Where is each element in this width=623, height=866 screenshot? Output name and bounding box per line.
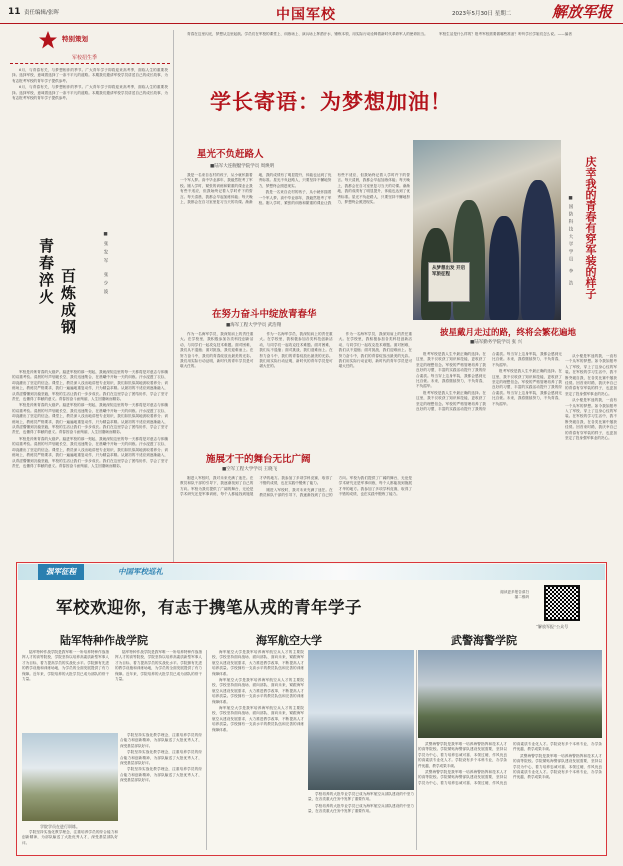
qr-code-icon[interactable] bbox=[544, 585, 580, 621]
article-title: 星光不负赶路人 bbox=[197, 149, 264, 160]
banner-label: 强军征程 bbox=[38, 564, 84, 580]
essay-author: ■张发军 张少波 bbox=[103, 232, 108, 298]
school-description: 陆军特种作战学院是我军唯一一所培养特种作战指挥人才的高等院校，学院坚持以培养高素质新型军事人才为目标，着力提高学员的实战化水平。学院拥有先进的教学设施和训练场地，为学员的全面发展提供了有力保障。近年来，学院培养的大批学员已成为部队的骨干力量。 陆军特种作战学院是我军唯一一所培养特种作战指挥人才的高等院校，学院坚持以培养高素质新型军事人才为目标，着力提高学员的实战化水平。学院拥有先进的教学设施和训练场地，为学员的全面发展提供了有力保障。近年来，学院培养的大批学员已成为部队的骨干力量。 bbox=[22, 650, 202, 682]
school-description: 学院坚持实战化教学理念，注重培养学员的综合能力和创新精神，为部队输送了大批优秀人才，深受基层部队好评。 学院坚持实战化教学理念，注重培养学员的综合能力和创新精神，为部队输送了大批优秀人才，深受基层部队好评。 学院坚持实战化教学理念，注重培养学员的综合能力和创新精神，为部队输送了大批优秀人才，深受基层部队好评。 bbox=[120, 733, 202, 783]
essay-body: 军校是淬炼青春的大熔炉。踏进军校的那一刻起，我就深知这里的每一天都将是对意志与体魄的双重考验。清晨的号声划破长空，我们迅速集合，在晨曦中开始一天的训练。汗水浸透了衣衫，却浇灌出了坚定的信念。课堂上，教员深入浅出地讲授专业知识，我们如饥似渴地汲取着养分；训练场上，教练员严格要求，我们一遍遍地重复动作，只为精益求精。从最初的不适应到逐渐融入，从青涩懵懂到沉稳坚毅，军校的生活让我们一步步成长。我们在这里学会了团结协作，学会了坚守责任，也懂得了奉献的意义。青春因奋斗而绚丽，人生因磨砺而精彩。 军校是淬炼青春的大熔炉。踏进军校的那一刻起，我就深知这里的每一天都将是对意志与体魄的双重考验。清晨的号声划破长空，我们迅速集合，在晨曦中开始一天的训练。汗水浸透了衣衫，却浇灌出了坚定的信念。课堂上，教员深入浅出地讲授专业知识，我们如饥似渴地汲取着养分；训练场上，教练员严格要求，我们一遍遍地重复动作，只为精益求精。从最初的不适应到逐渐融入，从青涩懵懂到沉稳坚毅，军校的生活让我们一步步成长。我们在这里学会了团结协作，学会了坚守责任，也懂得了奉献的意义。青春因奋斗而绚丽，人生因磨砺而精彩。 军校是淬炼青春的大熔炉。踏进军校的那一刻起，我就深知这里的每一天都将是对意志与体魄的双重考验。清晨的号声划破长空，我们迅速集合，在晨曦中开始一天的训练。汗水浸透了衣衫，却浇灌出了坚定的信念。课堂上，教员深入浅出地讲授专业知识，我们如饥似渴地汲取着养分；训练场上，教练员严格要求，我们一遍遍地重复动作，只为精益求精。从最初的不适应到逐渐融入，从青涩懵懂到沉稳坚毅，军校的生活让我们一步步成长。我们在这里学会了团结协作，学会了坚守责任，也懂得了奉献的意义。青春因奋斗而绚丽，人生因磨砺而精彩。 bbox=[12, 370, 168, 468]
showcase-banner bbox=[18, 564, 605, 580]
essay-title-part2: 百炼成钢 bbox=[59, 268, 77, 336]
special-feature-tag: 特别策划 bbox=[62, 35, 88, 43]
intro-paragraph: 6月，与青春有关，与梦想相伴的季节。广大青年学子即将迎来高考季，面临人生的重要抉择。选择军校，意味着选择了一条不平凡的道路。本期我们邀请军校学员讲述自己的成长故事，为有志报考军校的青年学子提供参考。 6月，与青春有关，与梦想相伴的季节。广大青年学子即将迎来高考季，面临人生的重要抉择。选择军校，意味着选择了一条不平凡的道路。本期我们邀请军校学员讲述自己的成长故事，为有志报考军校的青年学子提供参考。 bbox=[12, 68, 168, 101]
article-body: 刚进入军校时，我对未来充满了迷茫。在教员和队干部的引导下，我逐渐找到了自己的方向。军校为我们提供了广阔的舞台，无论是学术研究还是军事训练，每个人都能找到施展才华的地方。我参加了多项学科竞赛，取得了不错的成绩，也在实践中锻炼了能力。 刚进入军校时，我对未来充满了迷茫。在教员和队干部的引导下，我逐渐找到了自己的方向。军校为我们提供了广阔的舞台，无论是学术研究还是军事训练，每个人都能找到施展才华的地方。我参加了多项学科竞赛，取得了不错的成绩，也在实践中锻炼了能力。 bbox=[180, 476, 412, 498]
lead-paragraph: 青春在这里闪光，梦想从这里起航。学员们在军校的课堂上、训练场上、演兵场上挥洒汗水，锤炼本领，用实际行动诠释着新时代革命军人的使命担当。 bbox=[187, 32, 428, 36]
article-author: ■海军工程大学学员 武浩翔 bbox=[226, 323, 282, 328]
essay-title-part1: 青春淬火 bbox=[37, 238, 55, 306]
article-author: ■空军工程大学学员 王晓飞 bbox=[222, 467, 278, 472]
banner-subtitle: 中国军校巡礼 bbox=[118, 567, 163, 576]
article-title-vertical: 庆幸我的青春有穿军装的样子 bbox=[584, 156, 597, 299]
newspaper-masthead: 解放军报 bbox=[552, 3, 613, 21]
editor-note: 军校生活是什么样的？报考军校需要做哪些准备？听听学长学姐们怎么说。——编者 bbox=[439, 32, 572, 36]
article-body: 我是一名来自农村的孩子，从小就怀揣着一个军人梦。高中毕业那年，我毅然报考了军校。刚入学时，紧张的训练和繁重的课业让我有些不适应，但我始终记着入学时许下的誓言。每天清晨，我都会早起加练体能；每天晚上，我都会在自习室里复习当天的功课。渐渐地，我的成绩有了明显提升，体能也达到了优秀标准。星光不负赶路人，只要坚持不懈地努力，梦想终会照进现实。 我是一名来自农村的孩子，从小就怀揣着一个军人梦。高中毕业那年，我毅然报考了军校。刚入学时，紧张的训练和繁重的课业让我有些不适应，但我始终记着入学时许下的誓言。每天清晨，我都会早起加练体能；每天晚上，我都会在自习室里复习当天的功课。渐渐地，我的成绩有了明显提升，体能也达到了优秀标准。星光不负赶路人，只要坚持不懈地努力，梦想终会照进现实。 bbox=[180, 173, 410, 206]
editor-credit: 责任编辑/张晖 bbox=[24, 10, 59, 16]
page-number: 11 bbox=[8, 7, 21, 17]
showcase-headline: 军校欢迎你，有志于携笔从戎的青年学子 bbox=[56, 598, 362, 617]
divider bbox=[10, 63, 170, 64]
article-body: 报考军校是我人生中最正确的选择。在这里，我不仅收获了知识和技能，更收获了坚定的理想信念。军校的严格管理培养了我良好的习惯，丰富的实践活动提升了我的综合素质。每当穿上这身军装，我都会感到无比自豪。未来，我将继续努力，不负青春，不负韶华。 报考军校是我人生中最正确的选择。在这里，我不仅收获了知识和技能，更收获了坚定的理想信念。军校的严格管理培养了我良好的习惯，丰富的实践活动提升了我的综合素质。每当穿上这身军装，我都会感到无比自豪。未来，我将继续努力，不负青春，不负韶华。 报考军校是我人生中最正确的选择。在这里，我不仅收获了知识和技能，更收获了坚定的理想信念。军校的严格管理培养了我良好的习惯，丰富的实践活动提升了我的综合素质。每当穿上这身军装，我都会感到无比自豪。未来，我将继续努力，不负青春，不负韶华。 bbox=[416, 352, 562, 412]
photo-placard: 从梦想出发 开启军旅征程 bbox=[428, 262, 470, 302]
school-name: 海军航空大学 bbox=[256, 634, 322, 647]
article-author: ■陆军大连舰艇学院学员 周焕明 bbox=[210, 164, 275, 169]
column-divider bbox=[416, 650, 417, 850]
cadet-figure bbox=[489, 216, 519, 320]
article-author-vertical: ■国防科技大学学员 李 浩 bbox=[568, 196, 573, 288]
section-title: 中国军校 bbox=[276, 7, 336, 23]
photo-caption-author: ■陆军勤务学院学员 张 兴 bbox=[470, 340, 523, 345]
school-description: 海军航空大学是我军培养海军航空兵人才的主要院校，学校坚持面向战场、面向部队、面向未来，紧跟海军航空兵建设发展需求，大力推进教学改革，不断提高人才培养质量。学校拥有一支高水平的教员队伍和完善的训练保障体系。 海军航空大学是我军培养海军航空兵人才的主要院校，学校坚持面向战场、面向部队、面向未来，紧跟海军航空兵建设发展需求，大力推进教学改革，不断提高人才培养质量。学校拥有一支高水平的教员队伍和完善的训练保障体系。 海军航空大学是我军培养海军航空兵人才的主要院校，学校坚持面向战场、面向部队、面向未来，紧跟海军航空兵建设发展需求，大力推进教学改革，不断提高人才培养质量。学校拥有一支高水平的教员队伍和完善的训练保障体系。 bbox=[212, 650, 304, 732]
photo-caption: 学院学员在进行训练。 bbox=[40, 824, 80, 829]
article-body: 作为一名海军学员，我深知肩上的责任重大。在学校里，我积极参加各类科技创新活动，与同学们一起攻克技术难题。面对困难，我们从不退缩；面对挑战，我们迎难而上。在努力奋斗中，我们的青春绽放出最美的光彩。我们用实际行动证明，新时代的青年学员是可堪大任的。 作为一名海军学员，我深知肩上的责任重大。在学校里，我积极参加各类科技创新活动，与同学们一起攻克技术难题。面对困难，我们从不退缩；面对挑战，我们迎难而上。在努力奋斗中，我们的青春绽放出最美的光彩。我们用实际行动证明，新时代的青年学员是可堪大任的。 作为一名海军学员，我深知肩上的责任重大。在学校里，我积极参加各类科技创新活动，与同学们一起攻克技术难题。面对困难，我们从不退缩；面对挑战，我们迎难而上。在努力奋斗中，我们的青春绽放出最美的光彩。我们用实际行动证明，新时代的青年学员是可堪大任的。 bbox=[180, 332, 412, 369]
cadet-figure bbox=[453, 200, 485, 320]
aircraft-photo bbox=[308, 650, 414, 790]
publication-date: 2023年5月30日 星期二 bbox=[452, 11, 512, 17]
series-label: 军校招生季 bbox=[72, 55, 98, 61]
article-title: 施展才干的舞台无比广阔 bbox=[206, 454, 311, 465]
article-title: 在努力奋斗中绽放青春华 bbox=[212, 309, 317, 320]
school-name: 武警海警学院 bbox=[451, 634, 517, 647]
cadet-figure bbox=[521, 180, 555, 320]
main-headline: 学长寄语：为梦想加油！ bbox=[210, 89, 452, 114]
campus-photo bbox=[418, 650, 602, 738]
article-body: 从小便是军迷的我，一直有一个从军的梦想。如今我如愿考入了军校，穿上了这身心仪的军装。在军校的学习生活中，我不断突破自我，在各类比赛中屡获佳绩。回首来时路，我庆幸自己的青春有穿军装的样子，也更加坚定了投身强军事业的决心。 从小便是军迷的我，一直有一个从军的梦想。如今我如愿考入了军校，穿上了这身心仪的军装。在军校的学习生活中，我不断突破自我，在各类比赛中屡获佳绩。回首来时路，我庆幸自己的青春有穿军装的样子，也更加坚定了投身强军事业的决心。 bbox=[565, 354, 617, 441]
qr-caption: 阅读更多报告请扫描二维码 bbox=[500, 590, 529, 599]
column-divider bbox=[206, 650, 207, 850]
star-emblem-icon bbox=[38, 30, 58, 50]
training-photo bbox=[22, 733, 118, 821]
school-description: 学校培养的大批毕业学员已成为海军航空兵部队建设的中坚力量，在各类重大任务中发挥了重要作用。 学校培养的大批毕业学员已成为海军航空兵部队建设的中坚力量，在各类重大任务中发挥了重要作用。 bbox=[308, 792, 414, 814]
school-description: 学院坚持实战化教学理念，注重培养学员的综合能力和创新精神，为部队输送了大批优秀人才，深受基层部队好评。 bbox=[22, 830, 118, 845]
school-description: 武警海警学院是我军唯一培养海警指挥和技术人才的高等院校。学院紧贴海警部队建设发展需要，坚持以学员为中心，着力培养忠诚可靠、本领过硬、作风优良的高素质专业化人才。学院设有多个本科专业，办学条件优越，教学成果丰硕。 武警海警学院是我军唯一培养海警指挥和技术人才的高等院校。学院紧贴海警部队建设发展需要，坚持以学员为中心，着力培养忠诚可靠、本领过硬、作风优良的高素质专业化人才。学院设有多个本科专业，办学条件优越，教学成果丰硕。 武警海警学院是我军唯一培养海警指挥和技术人才的高等院校。学院紧贴海警部队建设发展需要，坚持以学员为中心，着力培养忠诚可靠、本领过硬、作风优良的高素质专业化人才。学院设有多个本科专业，办学条件优越，教学成果丰硕。 bbox=[418, 742, 602, 785]
school-name: 陆军特种作战学院 bbox=[60, 634, 148, 647]
qr-label: “解放军报”公众号 bbox=[536, 624, 569, 629]
photo-caption-title: 披星戴月走过的路，终将会繁花遍地 bbox=[440, 328, 577, 338]
